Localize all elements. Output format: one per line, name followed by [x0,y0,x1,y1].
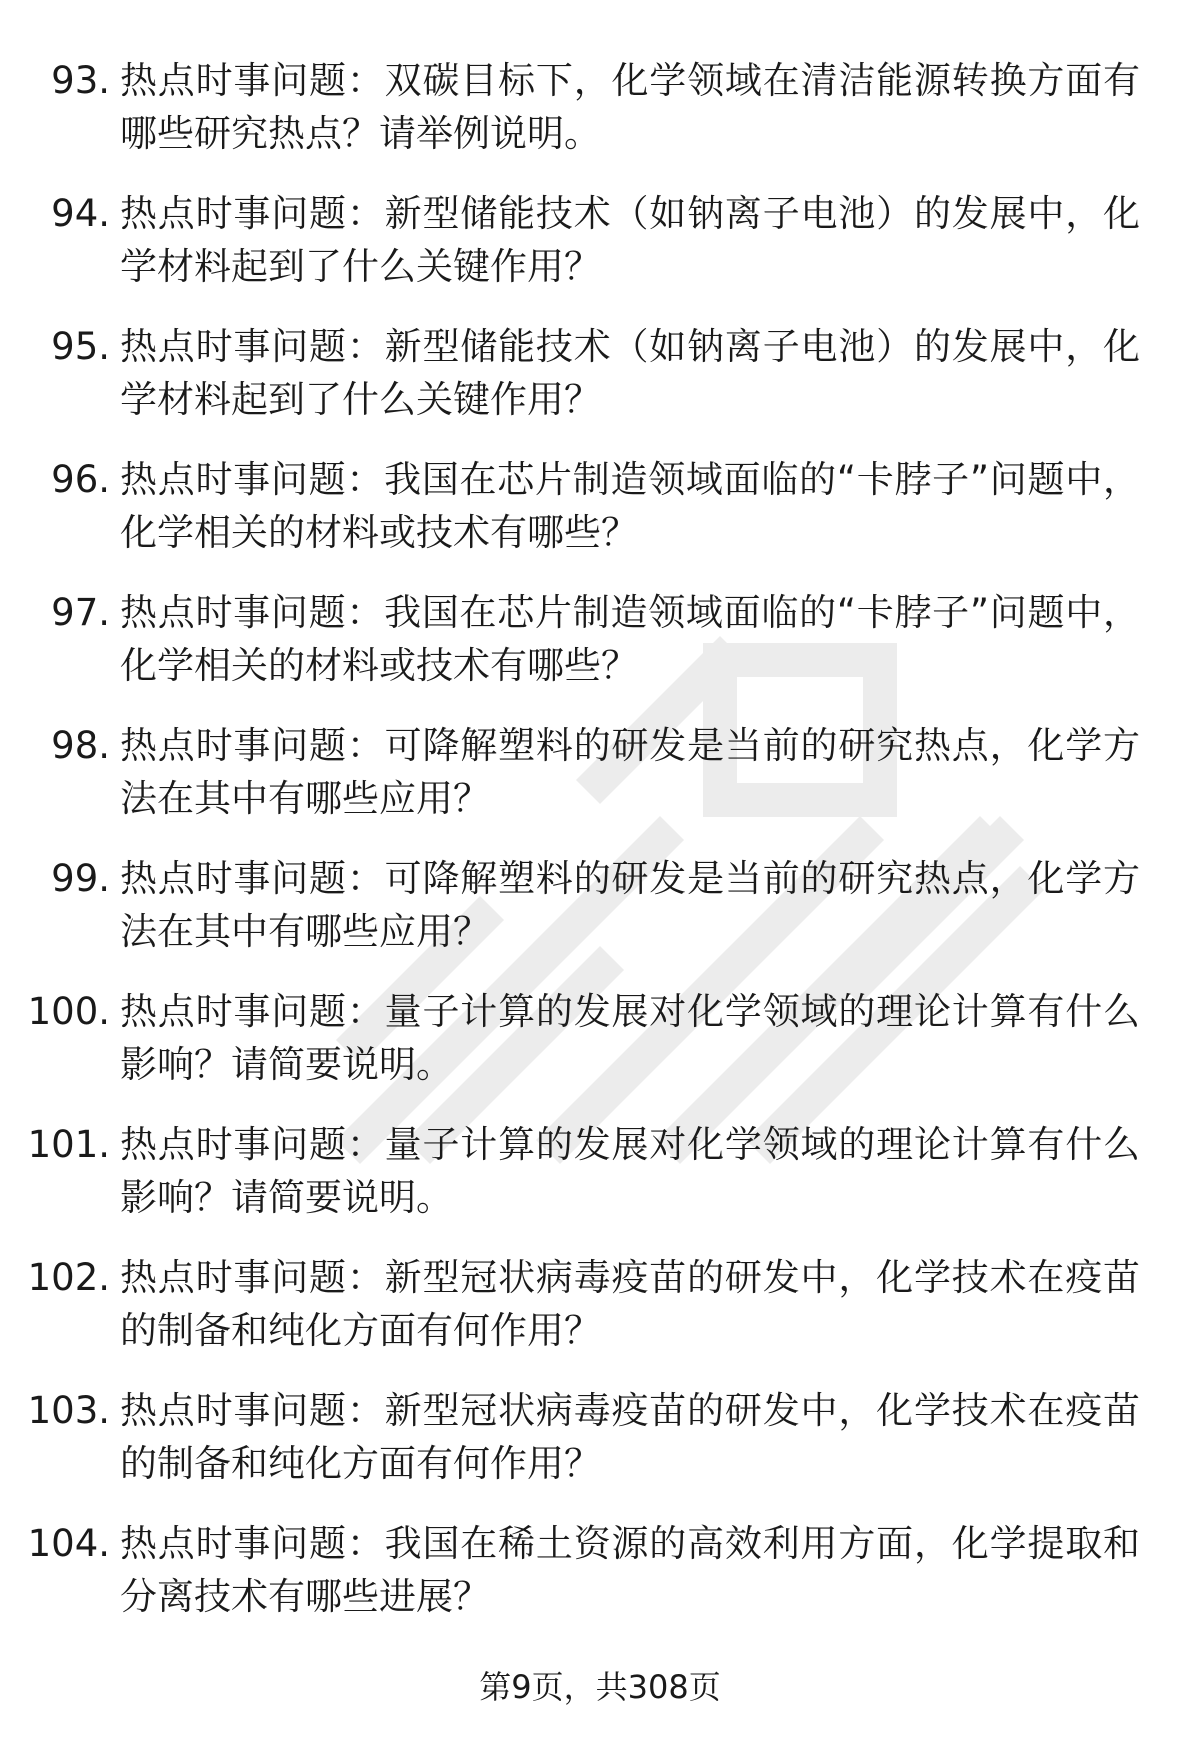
question-item [0,1384,1200,1517]
question-text: 热点时事问题：可降解塑料的研发是当前的研究热点，化学方法在其中有哪些应用？ [120,857,1140,953]
question-number: 95. [51,325,110,368]
question-item [0,320,1200,453]
question-item [0,453,1200,586]
question-number: 94. [51,192,110,235]
question-text: 热点时事问题：新型储能技术（如钠离子电池）的发展中，化学材料起到了什么关键作用？ [120,192,1140,288]
question-number: 104. [27,1522,110,1565]
question-number: 96. [51,458,110,501]
question-item [0,985,1200,1118]
question-text: 热点时事问题：量子计算的发展对化学领域的理论计算有什么影响？请简要说明。 [120,1123,1140,1219]
question-item [0,54,1200,187]
question-item [0,1517,1200,1650]
question-item [0,852,1200,985]
question-text: 热点时事问题：新型冠状病毒疫苗的研发中，化学技术在疫苗的制备和纯化方面有何作用？ [120,1256,1140,1352]
question-item [0,1251,1200,1384]
question-number: 101. [27,1123,110,1166]
question-item [0,187,1200,320]
question-text: 热点时事问题：量子计算的发展对化学领域的理论计算有什么影响？请简要说明。 [120,990,1140,1086]
question-text: 热点时事问题：可降解塑料的研发是当前的研究热点，化学方法在其中有哪些应用？ [120,724,1140,820]
question-text: 热点时事问题：新型储能技术（如钠离子电池）的发展中，化学材料起到了什么关键作用？ [120,325,1140,421]
question-number: 97. [51,591,110,634]
question-text: 热点时事问题：双碳目标下，化学领域在清洁能源转换方面有哪些研究热点？请举例说明。 [120,59,1140,155]
question-text: 热点时事问题：我国在芯片制造领域面临的“卡脖子”问题中，化学相关的材料或技术有哪些？ [120,458,1140,554]
question-text: 热点时事问题：我国在稀土资源的高效利用方面，化学提取和分离技术有哪些进展？ [120,1522,1140,1618]
question-number: 103. [27,1389,110,1432]
question-number: 102. [27,1256,110,1299]
question-number: 93. [51,59,110,102]
question-list [0,54,1200,1650]
question-item [0,1118,1200,1251]
page-number-footer: 第9页，共308页 [479,1668,721,1706]
question-number: 98. [51,724,110,767]
question-item [0,719,1200,852]
question-item [0,586,1200,719]
question-number: 99. [51,857,110,900]
question-text: 热点时事问题：新型冠状病毒疫苗的研发中，化学技术在疫苗的制备和纯化方面有何作用？ [120,1389,1140,1485]
question-number: 100. [27,990,110,1033]
question-text: 热点时事问题：我国在芯片制造领域面临的“卡脖子”问题中，化学相关的材料或技术有哪些？ [120,591,1140,687]
